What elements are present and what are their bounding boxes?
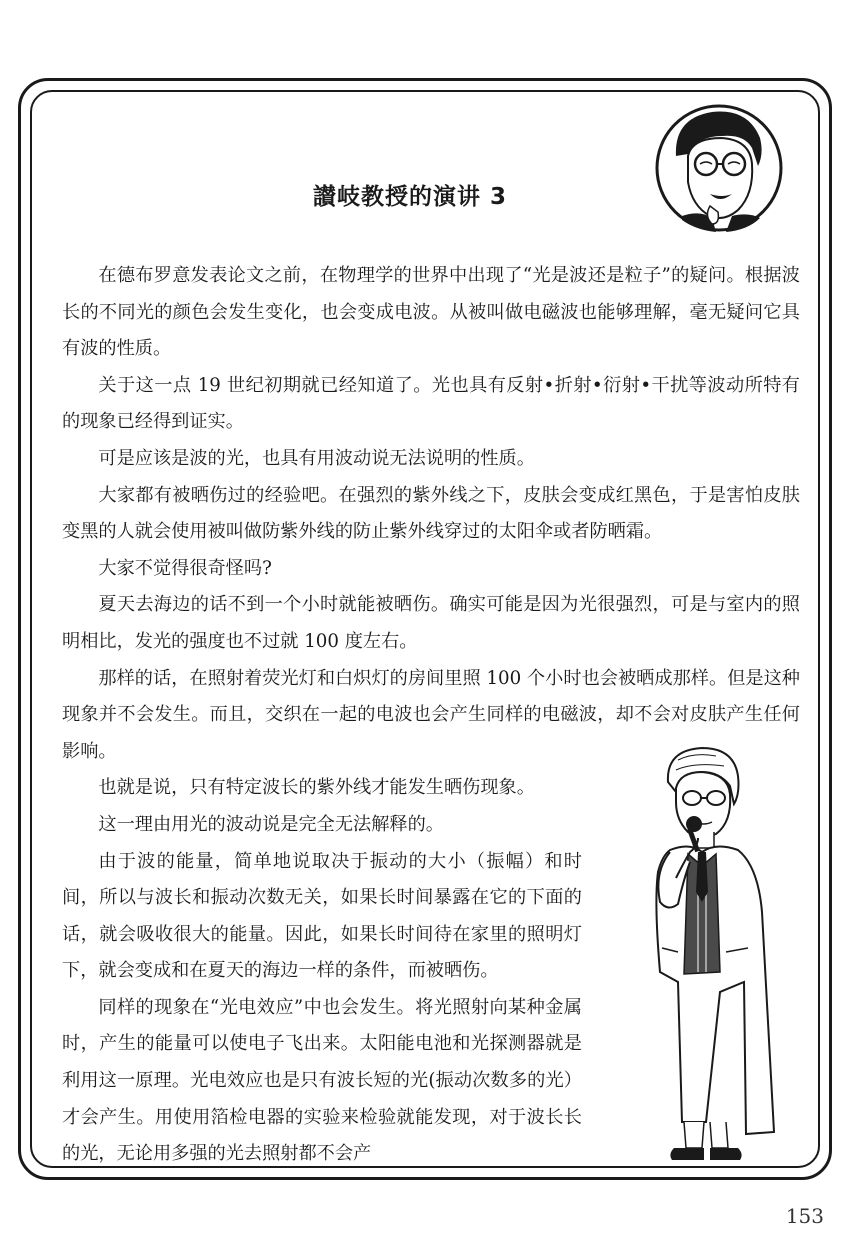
paragraph: 大家不觉得很奇怪吗?: [98, 557, 272, 579]
page-title: 讃岐教授的演讲 3: [312, 184, 507, 210]
paragraph: 大家都有被晒伤过的经验吧。在强烈的紫外线之下，皮肤会变成红黑色，于是害怕皮肤变黑的人就会使用被叫做防紫外线的防止紫外线穿过的太阳伞或者防晒霜。: [62, 484, 800, 543]
paragraph: 关于这一点 19 世纪初期就已经知道了。光也具有反射•折射•衍射•干扰等波动所特有的现象已经得到证实。: [62, 374, 800, 433]
paragraph: 那样的话，在照射着荧光灯和白炽灯的房间里照 100 个小时也会被晒成那样。但是这种现象并不会发生。而且，交织在一起的电波也会产生同样的电磁波，却不会对皮肤产生任何影响。: [62, 667, 800, 762]
page-number: 153: [785, 1204, 824, 1228]
paragraph: 在德布罗意发表论文之前，在物理学的世界中出现了“光是波还是粒子”的疑问。根据波长的不同光的颜色会发生变化，也会变成电波。从被叫做电磁波也能够理解，毫无疑问它具有波的性质。: [62, 265, 800, 360]
paragraph: 也就是说，只有特定波长的紫外线才能发生晒伤现象。: [98, 777, 535, 799]
professor-portrait-icon: [652, 98, 786, 236]
paragraph: 可是应该是波的光，也具有用波动说无法说明的性质。: [98, 447, 535, 469]
body-text: [62, 258, 800, 1173]
paragraph: 由于波的能量，简单地说取决于振动的大小（振幅）和时间，所以与波长和振动次数无关，如果长时间暴露在它的下面的话，就会吸收很大的能量。因此，如果长时间待在家里的照明灯下，就会变成和在夏天的海边一样的条件，而被晒伤。: [62, 850, 582, 982]
paragraph: 夏天去海边的话不到一个小时就能被晒伤。确实可能是因为光很强烈，可是与室内的照明相比，发光的强度也不过就 100 度左右。: [62, 594, 800, 652]
paragraph: 同样的现象在“光电效应”中也会发生。将光照射向某种金属时，产生的能量可以使电子飞出来。太阳能电池和光探测器就是利用这一原理。光电效应也是只有波长短的光(振动次数多的光）才会产生。用使用箔检电器的实验来检验就能发现，对于波长长的光，无论用多强的光去照射都不会产: [62, 996, 582, 1165]
paragraph: 这一理由用光的波动说是完全无法解释的。: [98, 813, 444, 835]
